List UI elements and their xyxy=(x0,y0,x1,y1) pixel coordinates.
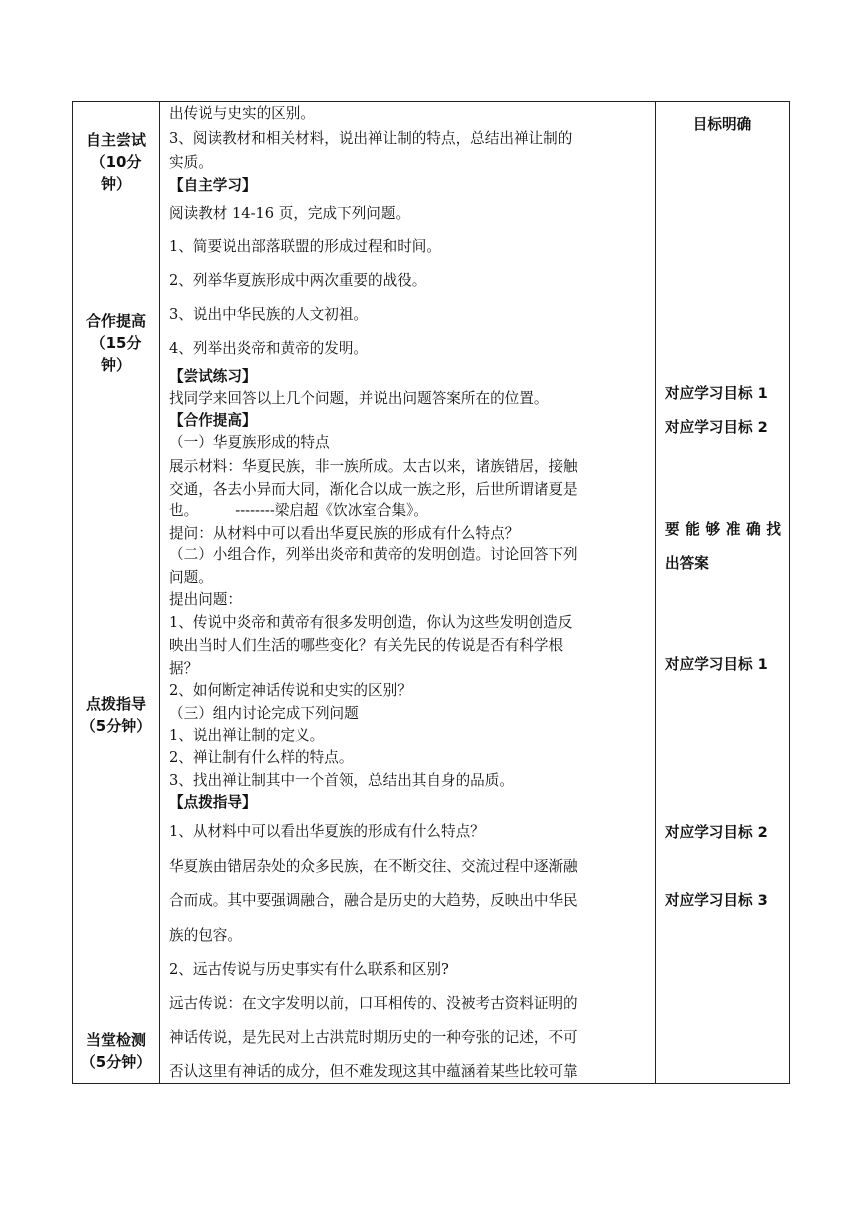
objective-note: 对应学习目标 1 xyxy=(665,656,768,673)
content-line: 1、从材料中可以看出华夏族的形成有什么特点？ xyxy=(169,823,485,840)
content-line: 提出问题： xyxy=(169,591,242,608)
content-line: 1、简要说出部落联盟的形成过程和时间。 xyxy=(169,238,441,255)
section-heading: 【点拨指导】 xyxy=(169,794,257,811)
content-line: 神话传说，是先民对上古洪荒时期历史的一种夸张的记述，不可 xyxy=(169,1029,578,1046)
objective-note: 对应学习目标 1 xyxy=(665,385,768,402)
content-line: 1、传说中炎帝和黄帝有很多发明创造，你认为这些发明创造反 xyxy=(169,614,573,631)
content-line: 合而成。其中要强调融合，融合是历史的大趋势，反映出中华民 xyxy=(169,892,578,909)
notes-column xyxy=(655,102,789,1083)
stage-hezuo xyxy=(73,310,159,376)
stage-duration: 钟） xyxy=(100,175,131,193)
objective-note: 出答案 xyxy=(665,555,709,572)
objective-note: 目标明确 xyxy=(692,116,752,133)
content-line: 4、列举出炎帝和黄帝的发明。 xyxy=(169,340,369,357)
stage-dianbo xyxy=(73,693,159,737)
content-line: 映出当时人们生活的哪些变化？有关先民的传说是否有科学根 xyxy=(169,637,564,654)
section-heading: 【合作提高】 xyxy=(169,412,257,429)
stage-title: 当堂检测 xyxy=(85,1031,146,1049)
stage-dangtang xyxy=(73,1029,159,1073)
content-line: 出传说与史实的区别。 xyxy=(169,105,315,122)
content-line: （一）华夏族形成的特点 xyxy=(169,434,330,451)
content-line: 1、说出禅让制的定义。 xyxy=(169,727,325,744)
content-line: 2、远古传说与历史事实有什么联系和区别? xyxy=(169,961,449,978)
content-line: （二）小组合作，列举出炎帝和黄帝的发明创造。讨论回答下列 xyxy=(169,546,578,563)
content-line: 3、说出中华民族的人文初祖。 xyxy=(169,306,369,323)
stage-duration: （15分 xyxy=(90,334,142,352)
stage-duration: （10分 xyxy=(90,153,142,171)
section-heading: 【尝试练习】 xyxy=(169,368,257,385)
content-line: 问题。 xyxy=(169,569,213,586)
content-line: 据？ xyxy=(169,660,199,677)
content-line: （三）组内讨论完成下列问题 xyxy=(169,705,359,722)
content-line: 远古传说：在文字发明以前，口耳相传的、没被考古资料证明的 xyxy=(169,995,578,1012)
content-line: 展示材料：华夏民族，非一族所成。太古以来，诸族错居，接触 xyxy=(169,458,578,475)
content-line: 交通，各去小异而大同，渐化合以成一族之形，后世所谓诸夏是 xyxy=(169,481,578,498)
objective-note: 对应学习目标 3 xyxy=(665,892,768,909)
stage-duration: 钟） xyxy=(100,356,131,374)
content-line: 提问：从材料中可以看出华夏民族的形成有什么特点？ xyxy=(169,525,520,542)
content-line: 2、如何断定神话传说和史实的区别？ xyxy=(169,682,412,699)
content-line: 华夏族由错居杂处的众多民族，在不断交往、交流过程中逐渐融 xyxy=(169,858,578,875)
content-line: 2、禅让制有什么样的特点。 xyxy=(169,749,354,766)
stage-duration: （5分钟） xyxy=(80,1053,152,1071)
objective-note: 对应学习目标 2 xyxy=(665,824,768,841)
content-column xyxy=(159,102,655,1083)
stage-title: 合作提高 xyxy=(85,312,146,330)
stage-zizhu xyxy=(73,129,159,195)
stage-column xyxy=(73,102,159,1083)
objective-note: 对应学习目标 2 xyxy=(665,419,768,436)
objective-note: 要能够准确找 xyxy=(665,521,781,538)
content-line: 也。 --------梁启超《饮冰室合集》。 xyxy=(169,502,428,519)
stage-duration: （5分钟） xyxy=(80,717,152,735)
section-heading: 【自主学习】 xyxy=(169,177,257,194)
content-line: 3、阅读教材和相关材料，说出禅让制的特点，总结出禅让制的 xyxy=(169,130,573,147)
content-line: 找同学来回答以上几个问题，并说出问题答案所在的位置。 xyxy=(169,390,549,407)
content-line: 族的包容。 xyxy=(169,927,242,944)
content-line: 实质。 xyxy=(169,154,213,171)
stage-title: 自主尝试 xyxy=(85,131,146,149)
lesson-plan-table xyxy=(72,101,790,1084)
content-line: 阅读教材 14-16 页，完成下列问题。 xyxy=(169,205,411,222)
content-line: 否认这里有神话的成分，但不难发现这其中蕴涵着某些比较可靠 xyxy=(169,1063,578,1080)
stage-title: 点拨指导 xyxy=(85,695,146,713)
content-line: 3、找出禅让制其中一个首领，总结出其自身的品质。 xyxy=(169,772,514,789)
content-line: 2、列举华夏族形成中两次重要的战役。 xyxy=(169,272,427,289)
